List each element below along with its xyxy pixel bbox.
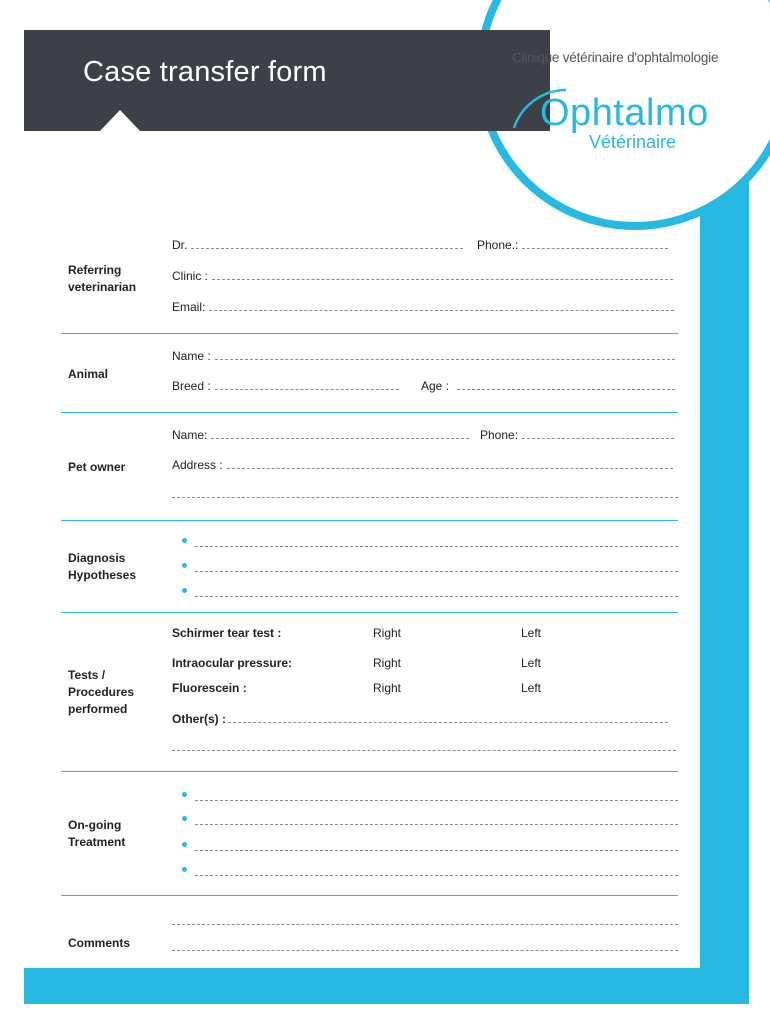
treatment-line[interactable] xyxy=(195,850,678,851)
section-label-tests: Tests / Procedures performed xyxy=(68,668,135,716)
section-divider xyxy=(61,895,678,896)
field-email-label: Email: xyxy=(172,300,206,314)
field-breed-label: Breed : xyxy=(172,379,211,393)
blue-frame-bottom xyxy=(24,968,749,1004)
field-vet-phone-line[interactable] xyxy=(522,238,668,249)
field-owner-phone[interactable] xyxy=(480,428,674,442)
blue-frame-side xyxy=(700,180,749,1004)
field-email-line[interactable] xyxy=(209,300,674,311)
field-animal-name-line[interactable] xyxy=(215,349,675,360)
field-dr[interactable] xyxy=(172,238,463,252)
field-owner-name[interactable] xyxy=(172,428,469,442)
field-address-line[interactable] xyxy=(227,458,673,469)
field-age[interactable] xyxy=(421,379,675,393)
test-fluorescein-label: Fluorescein : xyxy=(172,681,247,695)
comments-line[interactable] xyxy=(172,924,678,925)
field-clinic-line[interactable] xyxy=(212,269,673,280)
test-schirmer-left[interactable]: Left xyxy=(521,626,542,640)
field-vet-phone-label: Phone.: xyxy=(477,238,519,252)
treatment-line[interactable] xyxy=(195,800,678,801)
field-email[interactable] xyxy=(172,300,674,314)
field-breed[interactable] xyxy=(172,379,399,393)
field-age-label: Age : xyxy=(421,379,450,393)
logo-tagline: Clinique vétérinaire d'ophtalmologie xyxy=(512,50,719,65)
field-address-label: Address : xyxy=(172,458,223,472)
treatment-line[interactable] xyxy=(195,824,678,825)
field-owner-phone-line[interactable] xyxy=(522,428,674,439)
treatment-line[interactable] xyxy=(195,875,678,876)
test-iop-right[interactable]: Right xyxy=(373,656,402,670)
comments-line[interactable] xyxy=(172,950,678,951)
bullet-icon xyxy=(182,588,187,593)
section-divider xyxy=(61,520,678,521)
field-owner-name-label: Name: xyxy=(172,428,208,442)
section-label-comments: Comments xyxy=(68,936,131,950)
field-others-label: Other(s) : xyxy=(172,712,226,726)
section-label-owner: Pet owner xyxy=(68,460,126,474)
section-divider xyxy=(61,412,678,413)
bullet-icon xyxy=(182,867,187,872)
bullet-icon xyxy=(182,538,187,543)
bullet-icon xyxy=(182,792,187,797)
test-iop-label: Intraocular pressure: xyxy=(172,656,293,670)
field-others-line-2[interactable] xyxy=(172,750,676,751)
bullet-icon xyxy=(182,816,187,821)
header-notch xyxy=(99,110,141,132)
test-iop-left[interactable]: Left xyxy=(521,656,542,670)
field-address[interactable] xyxy=(172,458,673,472)
field-others[interactable] xyxy=(172,712,668,726)
field-animal-name[interactable] xyxy=(172,349,675,363)
field-clinic-label: Clinic : xyxy=(172,269,209,283)
bullet-icon xyxy=(182,563,187,568)
field-address-line-2[interactable] xyxy=(172,497,678,498)
diagnosis-line[interactable] xyxy=(195,571,678,572)
section-label-diagnosis: Diagnosis Hypotheses xyxy=(68,551,137,582)
field-animal-name-label: Name : xyxy=(172,349,211,363)
field-owner-name-line[interactable] xyxy=(211,428,469,439)
test-fluorescein-left[interactable]: Left xyxy=(521,681,542,695)
logo-name: Ophtalmo xyxy=(540,92,709,134)
section-divider xyxy=(61,333,678,334)
test-schirmer-right[interactable]: Right xyxy=(373,626,402,640)
bullet-icon xyxy=(182,842,187,847)
test-fluorescein-right[interactable]: Right xyxy=(373,681,402,695)
field-dr-line[interactable] xyxy=(191,238,463,249)
field-age-line[interactable] xyxy=(457,379,675,390)
field-others-line[interactable] xyxy=(228,712,668,723)
field-owner-phone-label: Phone: xyxy=(480,428,519,442)
logo-subtitle: Vétérinaire xyxy=(589,132,677,152)
section-divider xyxy=(61,612,678,613)
section-label-animal: Animal xyxy=(68,367,109,381)
field-breed-line[interactable] xyxy=(215,379,399,390)
test-schirmer-label: Schirmer tear test : xyxy=(172,626,282,640)
field-dr-label: Dr. xyxy=(172,238,188,252)
section-label-referring: Referring veterinarian xyxy=(68,263,137,294)
field-vet-phone[interactable] xyxy=(477,238,668,252)
field-clinic[interactable] xyxy=(172,269,673,283)
diagnosis-line[interactable] xyxy=(195,596,678,597)
section-divider xyxy=(61,771,678,772)
diagnosis-line[interactable] xyxy=(195,546,678,547)
page-title: Case transfer form xyxy=(83,56,327,88)
section-label-treatment: On-going Treatment xyxy=(68,818,126,849)
